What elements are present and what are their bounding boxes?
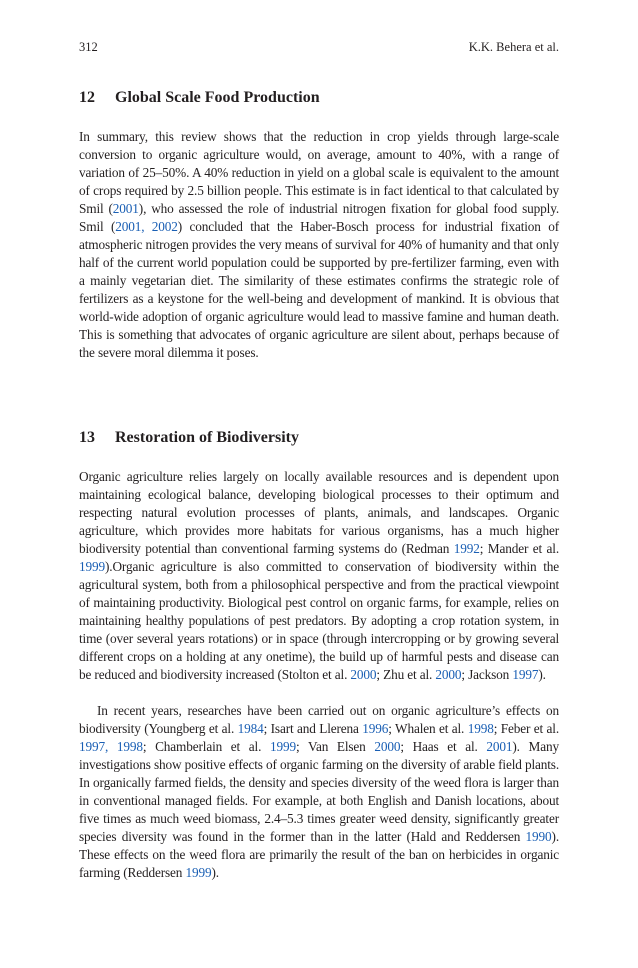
citation-link[interactable]: 2000 bbox=[350, 667, 377, 682]
page-number: 312 bbox=[79, 40, 98, 54]
citation-link[interactable]: 1999 bbox=[269, 739, 296, 754]
text-run: ), who assessed the role of industrial nitrogen fixation for global food supply. Smil ( bbox=[79, 201, 559, 234]
section-13-number: 13 bbox=[79, 429, 95, 446]
section-13-paragraph-2 bbox=[79, 702, 559, 882]
text-run: ). bbox=[538, 667, 546, 682]
citation-link[interactable]: 2001, 2002 bbox=[115, 219, 178, 234]
citation-link[interactable]: 2000 bbox=[435, 667, 462, 682]
text-run: ; Whalen et al. bbox=[388, 721, 468, 736]
text-run: ). bbox=[211, 865, 219, 880]
text-run: ; Van Elsen bbox=[295, 739, 375, 754]
citation-link[interactable]: 2001 bbox=[112, 201, 139, 216]
citation-link[interactable]: 2000 bbox=[374, 739, 401, 754]
text-run: In recent years, researches have been carried out on organic agriculture’s effects on biodiversity (Youngberg et al. bbox=[79, 703, 559, 736]
section-13-heading bbox=[79, 428, 559, 448]
text-run: Organic agriculture relies largely on locally available resources and is dependent upon maintaining ecological balance, developing biological processes to their optimum and respecting natural evolution processes of plants, animals, and landscapes. Organic agriculture, which provides more habitats for various organisms, has a much higher biodiversity potential than conventional farming systems do (Redman bbox=[79, 469, 559, 556]
section-12-title: Global Scale Food Production bbox=[115, 89, 320, 106]
text-run: ; Haas et al. bbox=[400, 739, 487, 754]
text-run: ; Mander et al. bbox=[479, 541, 559, 556]
text-run: ; Chamberlain et al. bbox=[142, 739, 270, 754]
citation-link[interactable]: 1999 bbox=[185, 865, 212, 880]
citation-link[interactable]: 2001 bbox=[486, 739, 513, 754]
citation-link[interactable]: 1984 bbox=[237, 721, 264, 736]
section-13-paragraph-1 bbox=[79, 468, 559, 684]
section-12-paragraph-1 bbox=[79, 128, 559, 362]
text-run: ).Organic agriculture is also committed to conservation of biodiversity within the agricultural system, both from a philosophical perspective and from the practical viewpoint of maintaining productivity. Biological pest control on organic farms, for example, relies on maintaining healthy populations of pest predators. By adopting a crop rotation system, in time (over several years rotations) or in space (through intercropping or by growing several different crops on a holding at any onetime), the build up of harmful pests and disease can be reduced and biodiversity increased (Stolton et al. bbox=[79, 559, 559, 682]
citation-link[interactable]: 1990 bbox=[525, 829, 552, 844]
running-head-authors: K.K. Behera et al. bbox=[468, 40, 559, 54]
citation-link[interactable]: 1999 bbox=[79, 559, 105, 574]
text-run: ; Feber et al. bbox=[493, 721, 560, 736]
citation-link[interactable]: 1997 bbox=[512, 667, 539, 682]
citation-link[interactable]: 1997, 1998 bbox=[79, 739, 143, 754]
text-run: ). Many investigations show positive effects of organic farming on the diversity of arable field plants. In organically farmed fields, the density and species diversity of the weed flora is larger than in conventional managed fields. For example, at both English and Danish locations, about five times as much weed biomass, 2.4–5.3 times greater weed density, significantly greater species diversity was found in the former than in the latter (Hald and Reddersen bbox=[79, 739, 559, 844]
text-run: ; Jackson bbox=[461, 667, 513, 682]
section-12-heading bbox=[79, 88, 559, 108]
citation-link[interactable]: 1992 bbox=[453, 541, 480, 556]
text-run: ; Zhu et al. bbox=[376, 667, 436, 682]
text-run: ) concluded that the Haber-Bosch process for industrial fixation of atmospheric nitrogen provides the very means of survival for 40% of humanity and that only half of the current world population could be supported by pre-fertilizer farming, even with a mainly vegetarian diet. The similarity of these estimates confirms the strategic role of fertilizers as a keystone for the well-being and development of mankind. It is obvious that world-wide adoption of organic agriculture would lead to massive famine and human death. This is something that advocates of organic agriculture are silent about, perhaps because of the severe moral dilemma it poses. bbox=[79, 219, 559, 360]
citation-link[interactable]: 1996 bbox=[362, 721, 389, 736]
text-run: ). These effects on the weed flora are primarily the result of the ban on herbicides in organic farming (Reddersen bbox=[79, 829, 559, 880]
citation-link[interactable]: 1998 bbox=[467, 721, 494, 736]
section-13-title: Restoration of Biodiversity bbox=[115, 429, 299, 446]
text-run: In summary, this review shows that the reduction in crop yields through large-scale conversion to organic agriculture would, on average, amount to 40%, with a range of variation of 25–50%. A 40% reduction in yield on a global scale is equivalent to the amount of crops required by 2.5 billion people. This estimate is in fact identical to that calculated by Smil ( bbox=[79, 129, 559, 216]
text-run: ; Isart and Llerena bbox=[263, 721, 363, 736]
section-12-number: 12 bbox=[79, 89, 95, 106]
